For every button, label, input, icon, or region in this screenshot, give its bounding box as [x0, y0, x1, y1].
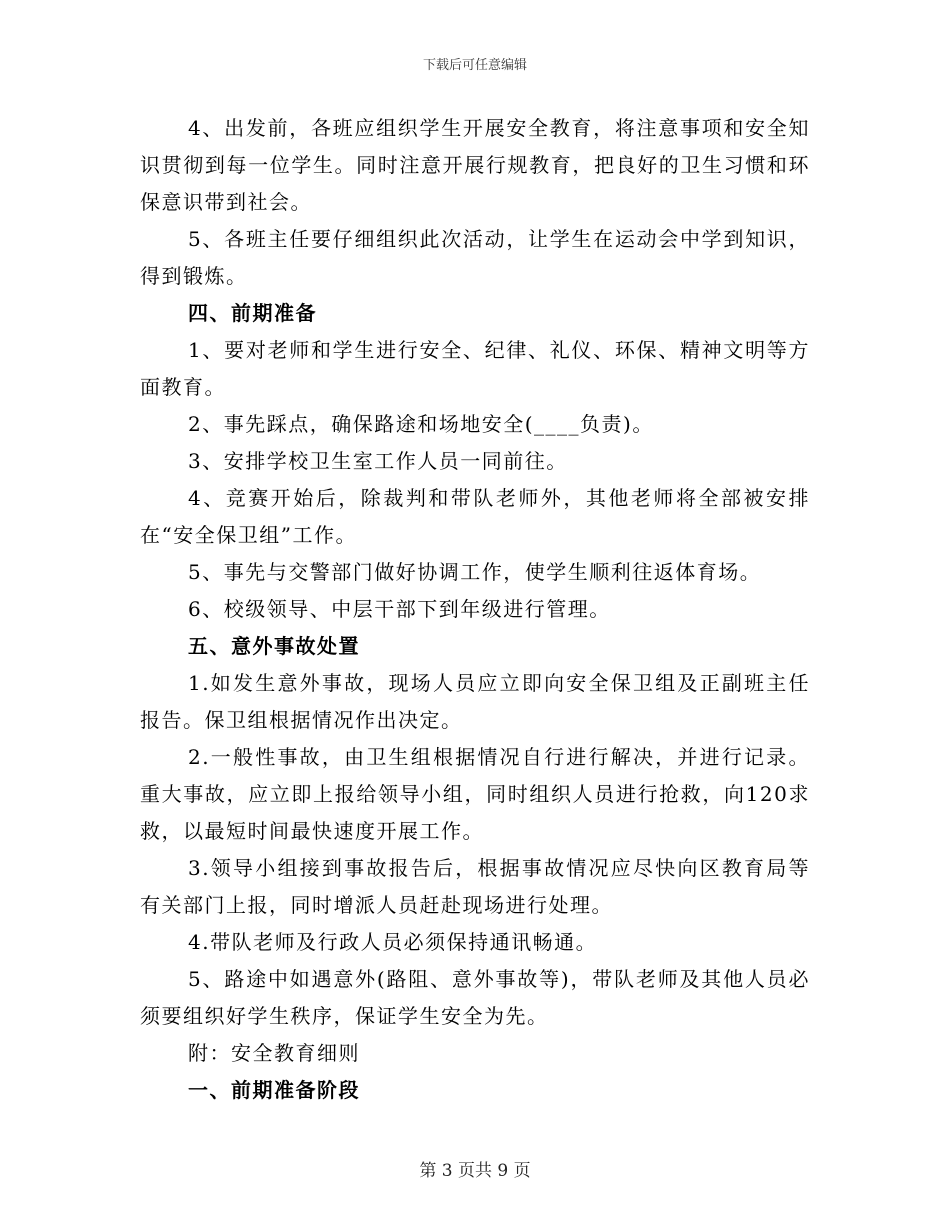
paragraph: 2、事先踩点，确保路途和场地安全(____负责)。: [188, 412, 654, 436]
paragraph: 3、安排学校卫生室工作人员一同前往。: [188, 449, 568, 473]
paragraph: 4、出发前，各班应组织学生开展安全教育，将注意事项和安全知识贯彻到每一位学生。同时注意开展行规教育，把良好的卫生习惯和环保意识带到社会。: [140, 116, 810, 214]
appendix-label: 附：安全教育细则: [188, 1041, 360, 1065]
paragraph: 4.带队老师及行政人员必须保持通讯畅通。: [188, 930, 598, 954]
paragraph: 1、要对老师和学生进行安全、纪律、礼仪、环保、精神文明等方面教育。: [140, 338, 810, 399]
paragraph: 5、事先与交警部门做好协调工作，使学生顺利往返体育场。: [188, 560, 762, 584]
paragraph: 4、竞赛开始后，除裁判和带队老师外，其他老师将全部被安排在“安全保卫组”工作。: [140, 486, 810, 547]
document-body: [140, 110, 810, 1109]
page-number: 第 3 页共 9 页: [419, 1161, 531, 1181]
paragraph: 5、各班主任要仔细组织此次活动，让学生在运动会中学到知识，得到锻炼。: [140, 227, 810, 288]
paragraph: 5、路途中如遇意外(路阻、意外事故等)，带队老师及其他人员必须要组织好学生秩序，保证学生安全为先。: [140, 967, 810, 1028]
paragraph: 2.一般性事故，由卫生组根据情况自行进行解决，并进行记录。重大事故，应立即上报给领导小组，同时组织人员进行抢救，向120求救，以最短时间最快速度开展工作。: [140, 745, 810, 843]
section-heading: 五、意外事故处置: [188, 634, 360, 658]
section-heading: 一、前期准备阶段: [188, 1078, 360, 1102]
paragraph: 1.如发生意外事故，现场人员应立即向安全保卫组及正副班主任报告。保卫组根据情况作出决定。: [140, 671, 810, 732]
paragraph: 3.领导小组接到事故报告后，根据事故情况应尽快向区教育局等有关部门上报，同时增派人员赶赴现场进行处理。: [140, 856, 810, 917]
section-heading: 四、前期准备: [188, 301, 317, 325]
paragraph: 6、校级领导、中层干部下到年级进行管理。: [188, 597, 611, 621]
page-header: 下载后可任意编辑: [422, 58, 527, 73]
